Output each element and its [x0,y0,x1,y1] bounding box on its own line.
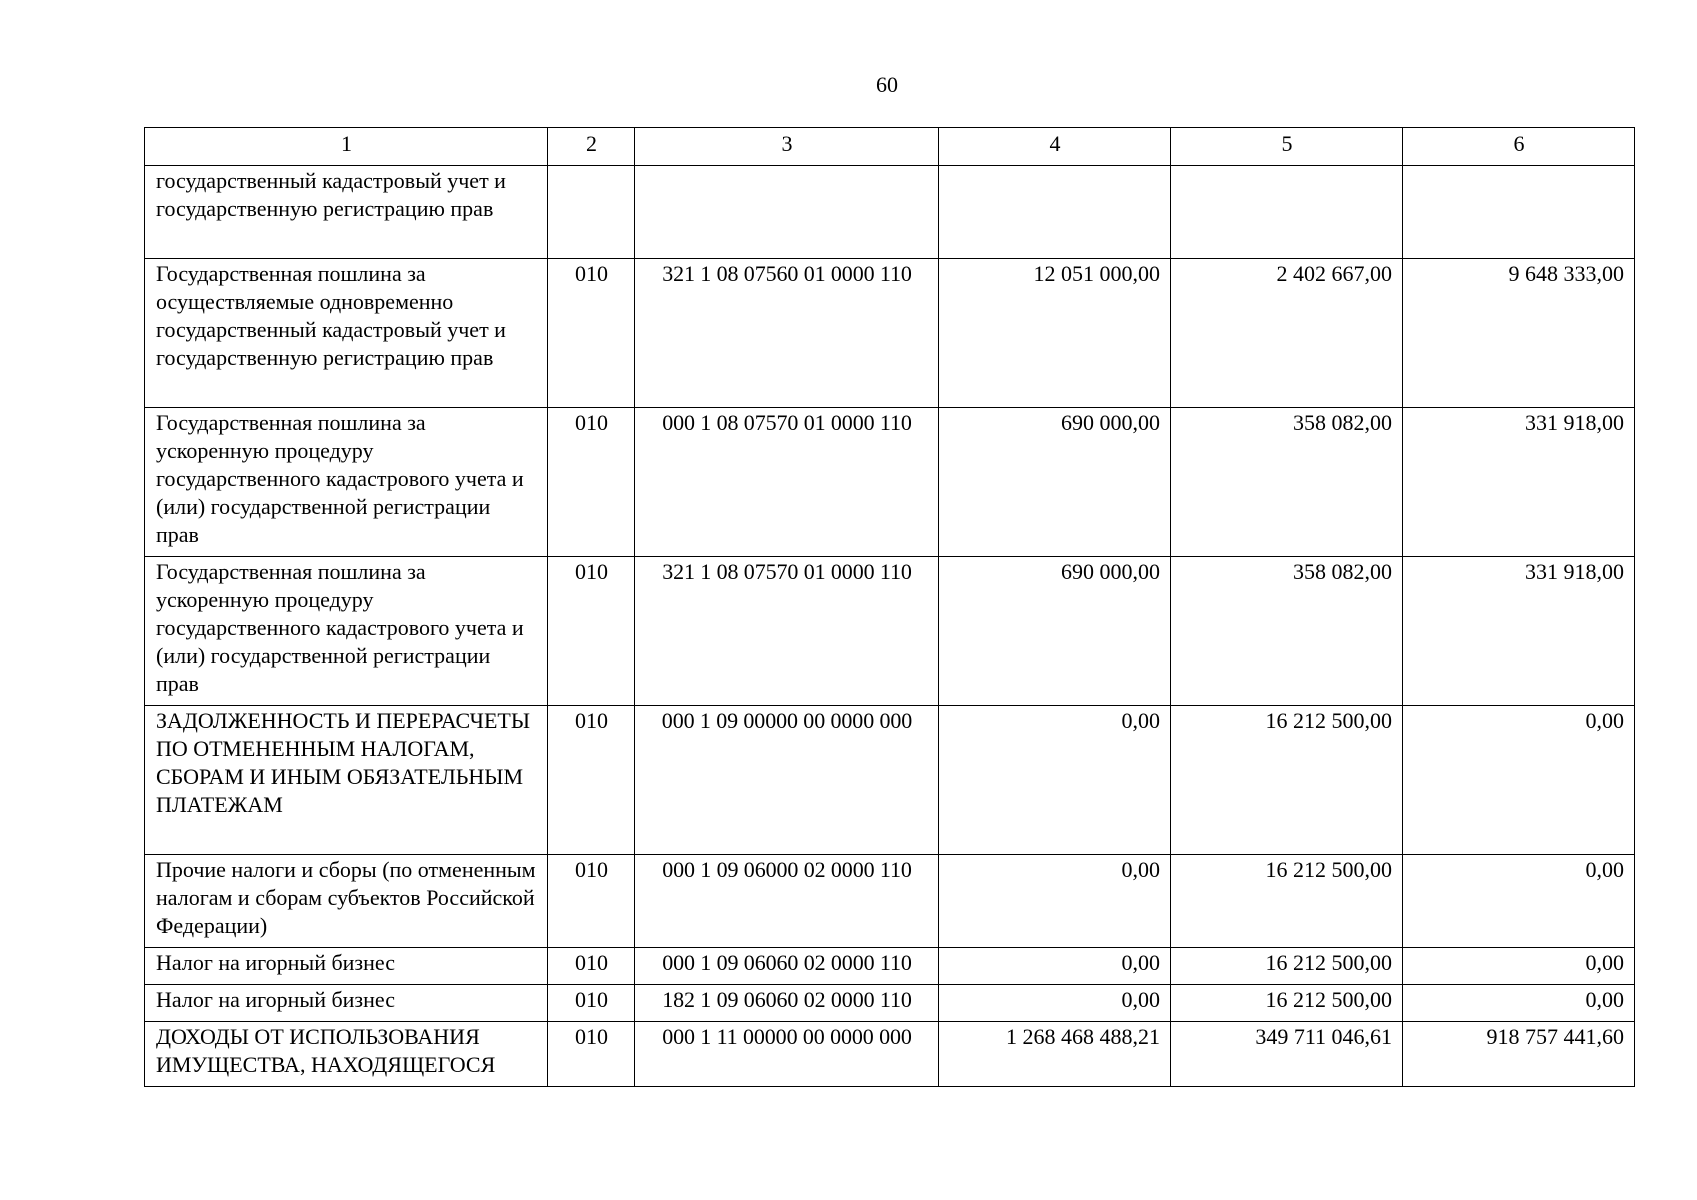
row-value-col6: 0,00 [1403,706,1635,855]
row-value-col4: 0,00 [939,948,1171,985]
row-value-col5: 16 212 500,00 [1171,948,1403,985]
column-header-5: 5 [1171,128,1403,166]
row-budget-code: 000 1 09 06000 02 0000 110 [635,855,939,948]
row-name: Прочие налоги и сборы (по отмененным налогам и сборам субъектов Российской Федерации) [145,855,548,948]
row-code: 010 [548,1022,635,1087]
table-row [145,985,1635,1022]
row-value-col4: 0,00 [939,985,1171,1022]
row-value-col6: 0,00 [1403,985,1635,1022]
table-row [145,706,1635,855]
income-report-table [144,127,1635,1087]
row-value-col5: 2 402 667,00 [1171,259,1403,408]
row-name: Государственная пошлина за ускоренную процедуру государственного кадастрового учета и (или) государственной регистрации прав [145,408,548,557]
row-code: 010 [548,855,635,948]
row-budget-code: 321 1 08 07570 01 0000 110 [635,557,939,706]
row-budget-code: 000 1 11 00000 00 0000 000 [635,1022,939,1087]
row-code: 010 [548,557,635,706]
row-code: 010 [548,948,635,985]
row-budget-code [635,166,939,259]
row-value-col4: 690 000,00 [939,408,1171,557]
row-value-col6 [1403,166,1635,259]
column-header-3: 3 [635,128,939,166]
row-name: государственный кадастровый учет и государственную регистрацию прав [145,166,548,259]
row-name: Налог на игорный бизнес [145,985,548,1022]
table-row [145,855,1635,948]
row-code: 010 [548,706,635,855]
row-budget-code: 321 1 08 07560 01 0000 110 [635,259,939,408]
row-name: Государственная пошлина за ускоренную процедуру государственного кадастрового учета и (или) государственной регистрации прав [145,557,548,706]
row-value-col4: 0,00 [939,855,1171,948]
row-name: Налог на игорный бизнес [145,948,548,985]
row-value-col4: 1 268 468 488,21 [939,1022,1171,1087]
table-row [145,166,1635,259]
table-row [145,948,1635,985]
row-value-col4: 12 051 000,00 [939,259,1171,408]
row-value-col5: 16 212 500,00 [1171,855,1403,948]
table-row [145,408,1635,557]
row-name: ЗАДОЛЖЕННОСТЬ И ПЕРЕРАСЧЕТЫ ПО ОТМЕНЕННЫМ НАЛОГАМ, СБОРАМ И ИНЫМ ОБЯЗАТЕЛЬНЫМ ПЛАТЕЖАМ [145,706,548,855]
row-code: 010 [548,259,635,408]
row-value-col4: 690 000,00 [939,557,1171,706]
row-value-col5 [1171,166,1403,259]
row-value-col5: 358 082,00 [1171,408,1403,557]
column-header-4: 4 [939,128,1171,166]
row-value-col5: 16 212 500,00 [1171,706,1403,855]
column-header-6: 6 [1403,128,1635,166]
row-value-col6: 9 648 333,00 [1403,259,1635,408]
row-value-col5: 16 212 500,00 [1171,985,1403,1022]
table-row [145,1022,1635,1087]
row-value-col4 [939,166,1171,259]
row-value-col6: 331 918,00 [1403,408,1635,557]
row-name: Государственная пошлина за осуществляемые одновременно государственный кадастровый учет и государственную регистрацию прав [145,259,548,408]
row-code: 010 [548,985,635,1022]
row-code: 010 [548,408,635,557]
table-row [145,259,1635,408]
row-budget-code: 000 1 09 00000 00 0000 000 [635,706,939,855]
row-value-col4: 0,00 [939,706,1171,855]
row-budget-code: 182 1 09 06060 02 0000 110 [635,985,939,1022]
table-row [145,557,1635,706]
row-name: ДОХОДЫ ОТ ИСПОЛЬЗОВАНИЯ ИМУЩЕСТВА, НАХОДЯЩЕГОСЯ [145,1022,548,1087]
row-value-col5: 349 711 046,61 [1171,1022,1403,1087]
column-header-2: 2 [548,128,635,166]
row-value-col5: 358 082,00 [1171,557,1403,706]
row-value-col6: 0,00 [1403,948,1635,985]
page-number: 60 [876,72,898,97]
row-code [548,166,635,259]
row-budget-code: 000 1 09 06060 02 0000 110 [635,948,939,985]
row-value-col6: 0,00 [1403,855,1635,948]
row-value-col6: 918 757 441,60 [1403,1022,1635,1087]
row-budget-code: 000 1 08 07570 01 0000 110 [635,408,939,557]
table-header-row [145,128,1635,166]
column-header-1: 1 [145,128,548,166]
row-value-col6: 331 918,00 [1403,557,1635,706]
